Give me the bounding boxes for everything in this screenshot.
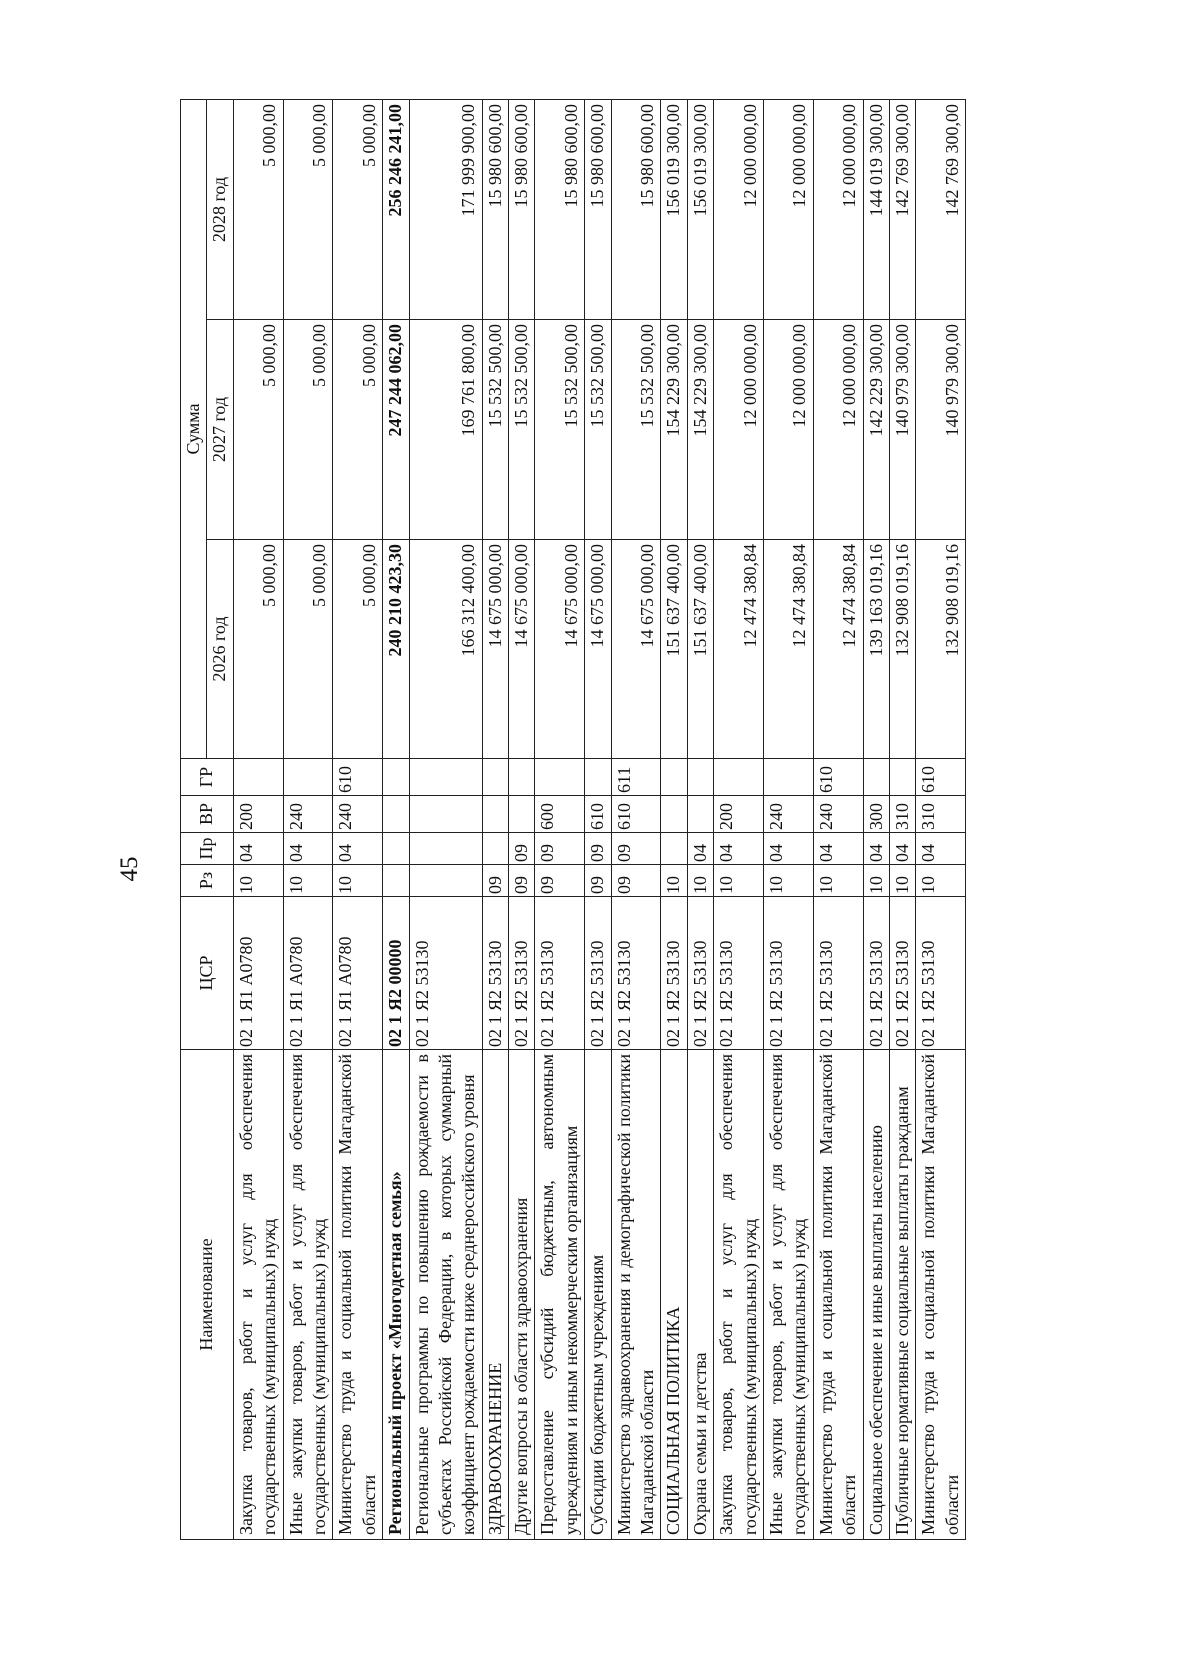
cell-name: Министерство здравоохранения и демографической политики Магаданской области — [611, 1050, 661, 1540]
cell-name: Иные закупки товаров, работ и услуг для обеспечения государственных (муниципальных) нужд — [763, 1050, 813, 1540]
cell-2028: 15 980 600,00 — [535, 99, 585, 319]
cell-2028: 256 246 241,00 — [383, 99, 409, 319]
cell-2026: 132 908 019,16 — [916, 540, 966, 759]
table-row — [611, 99, 661, 1539]
cell-name: Социальное обеспечение и иные выплаты населению — [863, 1050, 889, 1540]
cell-csr: 02 1 Я2 53130 — [813, 897, 863, 1050]
cell-2027: 12 000 000,00 — [763, 320, 813, 540]
header-name: Наименование — [181, 1050, 234, 1540]
header-2027: 2027 год — [207, 320, 233, 540]
cell-pr: 09 — [611, 833, 661, 865]
cell-vr: 610 — [611, 796, 661, 833]
cell-rz — [383, 865, 409, 897]
cell-vr: 240 — [333, 796, 383, 833]
cell-2028: 156 019 300,00 — [687, 99, 713, 319]
cell-name: Региональные программы по повышению рождаемости в субъектах Российской Федерации, в которых суммарный коэффициент рождаемости ниже среднероссийского уровня — [409, 1050, 482, 1540]
table-row — [763, 99, 813, 1539]
cell-pr: 04 — [333, 833, 383, 865]
cell-2028: 12 000 000,00 — [714, 99, 764, 319]
cell-csr: 02 1 Я2 53130 — [611, 897, 661, 1050]
cell-gr: 610 — [813, 759, 863, 796]
table-row — [233, 99, 283, 1539]
cell-2028: 15 980 600,00 — [509, 99, 535, 319]
cell-rz: 09 — [611, 865, 661, 897]
cell-rz: 10 — [889, 865, 915, 897]
cell-rz: 10 — [763, 865, 813, 897]
header-sum: Сумма — [181, 99, 207, 758]
cell-2026: 14 675 000,00 — [482, 540, 508, 759]
cell-csr: 02 1 Я1 А0780 — [233, 897, 283, 1050]
cell-vr: 240 — [813, 796, 863, 833]
cell-2026: 151 637 400,00 — [687, 540, 713, 759]
cell-2028: 142 769 300,00 — [916, 99, 966, 319]
header-rz: Рз — [181, 865, 234, 897]
cell-2027: 140 979 300,00 — [916, 320, 966, 540]
table-row — [333, 99, 383, 1539]
cell-csr: 02 1 Я2 53130 — [889, 897, 915, 1050]
table-row — [409, 99, 482, 1539]
header-2028: 2028 год — [207, 99, 233, 319]
cell-csr: 02 1 Я1 А0780 — [333, 897, 383, 1050]
cell-vr: 600 — [535, 796, 585, 833]
cell-gr — [535, 759, 585, 796]
cell-vr: 240 — [763, 796, 813, 833]
cell-2028: 156 019 300,00 — [661, 99, 687, 319]
cell-csr: 02 1 Я1 А0780 — [283, 897, 333, 1050]
cell-pr: 04 — [283, 833, 333, 865]
cell-name: Закупка товаров, работ и услуг для обеспечения государственных (муниципальных) нужд — [233, 1050, 283, 1540]
cell-vr — [383, 796, 409, 833]
table-row — [714, 99, 764, 1539]
table-row — [585, 99, 611, 1539]
cell-name: Охрана семьи и детства — [687, 1050, 713, 1540]
cell-2026: 14 675 000,00 — [509, 540, 535, 759]
cell-csr: 02 1 Я2 00000 — [383, 897, 409, 1050]
cell-name: СОЦИАЛЬНАЯ ПОЛИТИКА — [661, 1050, 687, 1540]
cell-2028: 5 000,00 — [283, 99, 333, 319]
cell-2027: 140 979 300,00 — [889, 320, 915, 540]
cell-csr: 02 1 Я2 53130 — [482, 897, 508, 1050]
cell-csr: 02 1 Я2 53130 — [714, 897, 764, 1050]
cell-gr: 610 — [333, 759, 383, 796]
header-csr: ЦСР — [181, 897, 234, 1050]
cell-rz: 10 — [687, 865, 713, 897]
cell-name: Субсидии бюджетным учреждениям — [585, 1050, 611, 1540]
cell-2026: 5 000,00 — [283, 540, 333, 759]
cell-2027: 15 532 500,00 — [509, 320, 535, 540]
cell-2026: 14 675 000,00 — [585, 540, 611, 759]
cell-2028: 144 019 300,00 — [863, 99, 889, 319]
cell-vr — [687, 796, 713, 833]
cell-vr: 610 — [585, 796, 611, 833]
cell-pr: 04 — [714, 833, 764, 865]
cell-vr: 300 — [863, 796, 889, 833]
cell-2026: 166 312 400,00 — [409, 540, 482, 759]
cell-2026: 14 675 000,00 — [611, 540, 661, 759]
table-body — [233, 99, 965, 1539]
cell-2026: 132 908 019,16 — [889, 540, 915, 759]
cell-name: Региональный проект «Многодетная семья» — [383, 1050, 409, 1540]
cell-csr: 02 1 Я2 53130 — [763, 897, 813, 1050]
cell-name: Публичные нормативные социальные выплаты гражданам — [889, 1050, 915, 1540]
cell-csr: 02 1 Я2 53130 — [409, 897, 482, 1050]
cell-rz: 09 — [585, 865, 611, 897]
cell-pr: 09 — [585, 833, 611, 865]
cell-csr: 02 1 Я2 53130 — [687, 897, 713, 1050]
header-2026: 2026 год — [207, 540, 233, 759]
cell-gr — [661, 759, 687, 796]
cell-rz: 10 — [233, 865, 283, 897]
table-row — [889, 99, 915, 1539]
cell-2028: 171 999 900,00 — [409, 99, 482, 319]
cell-pr — [482, 833, 508, 865]
cell-name: Министерство труда и социальной политики Магаданской области — [916, 1050, 966, 1540]
cell-2028: 142 769 300,00 — [889, 99, 915, 319]
cell-csr: 02 1 Я2 53130 — [509, 897, 535, 1050]
cell-name: Другие вопросы в области здравоохранения — [509, 1050, 535, 1540]
table-row — [535, 99, 585, 1539]
cell-2027: 15 532 500,00 — [482, 320, 508, 540]
table-row — [916, 99, 966, 1539]
cell-rz: 09 — [535, 865, 585, 897]
table-row — [661, 99, 687, 1539]
cell-2027: 5 000,00 — [233, 320, 283, 540]
cell-name: Предоставление субсидий бюджетным, автономным учреждениям и иным некоммерческим организациям — [535, 1050, 585, 1540]
cell-gr — [233, 759, 283, 796]
cell-rz: 10 — [714, 865, 764, 897]
table-row — [863, 99, 889, 1539]
cell-2026: 12 474 380,84 — [763, 540, 813, 759]
cell-2027: 5 000,00 — [283, 320, 333, 540]
cell-gr — [714, 759, 764, 796]
cell-2028: 12 000 000,00 — [813, 99, 863, 319]
table-row — [509, 99, 535, 1539]
cell-rz: 10 — [283, 865, 333, 897]
cell-2027: 247 244 062,00 — [383, 320, 409, 540]
cell-rz: 10 — [333, 865, 383, 897]
cell-2028: 15 980 600,00 — [585, 99, 611, 319]
cell-rz — [409, 865, 482, 897]
cell-name: Иные закупки товаров, работ и услуг для обеспечения государственных (муниципальных) нужд — [283, 1050, 333, 1540]
cell-2027: 15 532 500,00 — [611, 320, 661, 540]
cell-gr — [687, 759, 713, 796]
cell-gr: 611 — [611, 759, 661, 796]
cell-gr — [482, 759, 508, 796]
cell-2027: 154 229 300,00 — [687, 320, 713, 540]
cell-rz: 10 — [916, 865, 966, 897]
cell-name: Закупка товаров, работ и услуг для обеспечения государственных (муниципальных) нужд — [714, 1050, 764, 1540]
cell-pr: 09 — [509, 833, 535, 865]
cell-2027: 142 229 300,00 — [863, 320, 889, 540]
cell-rz: 10 — [813, 865, 863, 897]
cell-gr — [863, 759, 889, 796]
cell-vr — [409, 796, 482, 833]
cell-csr: 02 1 Я2 53130 — [863, 897, 889, 1050]
cell-vr: 200 — [233, 796, 283, 833]
cell-rz: 09 — [509, 865, 535, 897]
cell-2027: 15 532 500,00 — [535, 320, 585, 540]
cell-2026: 5 000,00 — [233, 540, 283, 759]
cell-2027: 12 000 000,00 — [813, 320, 863, 540]
cell-rz: 10 — [863, 865, 889, 897]
cell-pr: 04 — [863, 833, 889, 865]
cell-pr: 09 — [535, 833, 585, 865]
cell-2028: 5 000,00 — [333, 99, 383, 319]
cell-pr: 04 — [233, 833, 283, 865]
cell-gr — [585, 759, 611, 796]
cell-2026: 14 675 000,00 — [535, 540, 585, 759]
cell-2027: 15 532 500,00 — [585, 320, 611, 540]
cell-gr — [763, 759, 813, 796]
cell-csr: 02 1 Я2 53130 — [661, 897, 687, 1050]
cell-vr — [661, 796, 687, 833]
rotated-table-container — [180, 100, 1050, 1540]
cell-pr — [383, 833, 409, 865]
cell-vr: 310 — [916, 796, 966, 833]
cell-2026: 12 474 380,84 — [813, 540, 863, 759]
cell-2028: 12 000 000,00 — [763, 99, 813, 319]
cell-2026: 240 210 423,30 — [383, 540, 409, 759]
cell-rz: 09 — [482, 865, 508, 897]
table-row — [383, 99, 409, 1539]
header-gr: ГР — [181, 759, 234, 796]
cell-csr: 02 1 Я2 53130 — [585, 897, 611, 1050]
budget-table — [180, 99, 966, 1540]
table-header — [181, 99, 234, 1539]
cell-2026: 5 000,00 — [333, 540, 383, 759]
table-row — [283, 99, 333, 1539]
cell-pr: 04 — [763, 833, 813, 865]
cell-2027: 154 229 300,00 — [661, 320, 687, 540]
cell-name: Министерство труда и социальной политики Магаданской области — [333, 1050, 383, 1540]
cell-2028: 15 980 600,00 — [611, 99, 661, 319]
cell-2028: 15 980 600,00 — [482, 99, 508, 319]
cell-vr — [482, 796, 508, 833]
cell-csr: 02 1 Я2 53130 — [916, 897, 966, 1050]
cell-gr — [509, 759, 535, 796]
cell-pr: 04 — [687, 833, 713, 865]
table-row — [687, 99, 713, 1539]
cell-2027: 12 000 000,00 — [714, 320, 764, 540]
cell-gr — [409, 759, 482, 796]
cell-name: Министерство труда и социальной политики Магаданской области — [813, 1050, 863, 1540]
cell-pr — [661, 833, 687, 865]
cell-pr: 04 — [813, 833, 863, 865]
page-number: 45 — [116, 856, 143, 882]
table-row — [813, 99, 863, 1539]
cell-2026: 151 637 400,00 — [661, 540, 687, 759]
header-vr: ВР — [181, 796, 234, 833]
cell-2027: 5 000,00 — [333, 320, 383, 540]
cell-name: ЗДРАВООХРАНЕНИЕ — [482, 1050, 508, 1540]
cell-gr — [383, 759, 409, 796]
cell-pr: 04 — [916, 833, 966, 865]
cell-gr — [889, 759, 915, 796]
cell-vr — [509, 796, 535, 833]
cell-2026: 12 474 380,84 — [714, 540, 764, 759]
cell-vr: 240 — [283, 796, 333, 833]
cell-pr — [409, 833, 482, 865]
header-pr: Пр — [181, 833, 234, 865]
table-row — [482, 99, 508, 1539]
cell-2028: 5 000,00 — [233, 99, 283, 319]
cell-2026: 139 163 019,16 — [863, 540, 889, 759]
cell-gr — [283, 759, 333, 796]
cell-rz: 10 — [661, 865, 687, 897]
cell-vr: 200 — [714, 796, 764, 833]
cell-csr: 02 1 Я2 53130 — [535, 897, 585, 1050]
cell-vr: 310 — [889, 796, 915, 833]
cell-pr: 04 — [889, 833, 915, 865]
cell-gr: 610 — [916, 759, 966, 796]
cell-2027: 169 761 800,00 — [409, 320, 482, 540]
